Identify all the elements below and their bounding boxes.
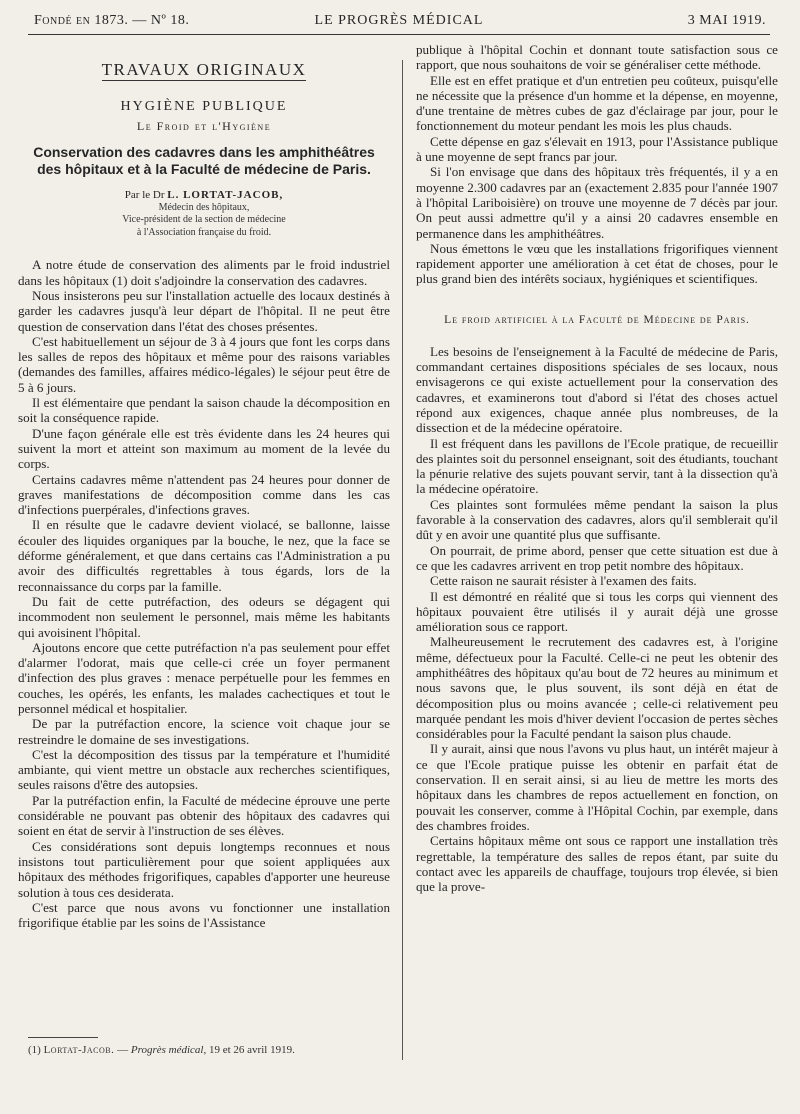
affiliation-line: Médecin des hôpitaux, <box>158 201 250 213</box>
paragraph: Nous émettons le vœu que les installations frigorifiques viennent rapidement apporter une amélioration à cet état de choses, pour le plus grand bien des intérêts sociaux, hygiéniques et scientifiques. <box>416 240 778 287</box>
paragraph: Malheureusement le recrutement des cadavres est, à l'origine même, défectueux pour la Faculté. Celle-ci ne peut les obtenir des amphithéâtres des hôpitaux qu'au bout de 72 heures au minimum et nous savons que, le plus souvent, ils sont déjà en état de décomposition plus ou moins avancée ; celle-ci relativement peu marquée pendant les mois d'hiver devient l'occasion de pertes sèches considérables pour la Faculté pendant la saison plus chaude. <box>416 634 778 742</box>
paragraph: On pourrait, de prime abord, penser que cette situation est due à ce que les cadavres arrivent en trop petit nombre des hôpitaux. <box>416 542 778 573</box>
article-title: Conservation des cadavres dans les amphithéâtres des hôpitaux et à la Faculté de médecine de Paris. <box>33 143 375 177</box>
subrubric: Le Froid et l'Hygiène <box>136 118 272 133</box>
paragraph: Il en résulte que le cadavre devient violacé, se ballonne, laisse écouler des liquides organiques par la bouche, le nez, que la face se déforme généralement, et que dans certains cas l'Administration a pu avoir des difficultés regrettables à tous égards, lors de la reconnaissance du corps par la famille. <box>18 517 390 594</box>
rubric: HYGIÈNE PUBLIQUE <box>120 99 288 115</box>
paragraph: Cette dépense en gaz s'élevait en 1913, pour l'Assistance publique à une moyenne de sept francs par jour. <box>416 133 778 165</box>
paragraph: Certains cadavres même n'attendent pas 24 heures pour donner de graves manifestations de décomposition comme dans les cas d'infections puerpérales, d'infections graves. <box>18 471 390 518</box>
paragraph: Par la putréfaction enfin, la Faculté de médecine éprouve une perte considérable ne pouvant pas obtenir des hôpitaux des cadavres qui soient en état de servir à l'instruction de ses élèves. <box>18 792 390 839</box>
paragraph: Il est élémentaire que pendant la saison chaude la décomposition en soit la conséquence rapide. <box>18 395 390 426</box>
footnote-mark: (1) <box>28 1044 41 1056</box>
paragraph: Cette raison ne saurait résister à l'examen des faits. <box>430 573 697 589</box>
footnote <box>28 1044 295 1056</box>
affiliation-line: Vice-président de la section de médecine <box>122 214 286 226</box>
paragraph: Les besoins de l'enseignement à la Faculté de médecine de Paris, commandant certaines dispositions spéciales de ses locaux, nous envisagerons ce qui existe actuellement pour la conservation des cadavres, et examinerons tout d'abord si l'état des choses actuel répond aux exigences, chaque année plus nombreuses, de la dissection et de la médecine opératoire. <box>416 343 778 436</box>
paragraph: publique à l'hôpital Cochin et donnant toute satisfaction sous ce rapport, que nous souhaitons de voir se généraliser cette méthode. <box>416 42 778 73</box>
paragraph: C'est parce que nous avons vu fonctionner une installation frigorifique établie par les soins de l'Assistance <box>18 899 390 931</box>
paragraph: D'une façon générale elle est très évidente dans les 24 heures qui suivent la mort et atteint son maximum au moment de la levée du corps. <box>18 425 390 472</box>
affiliation-line: à l'Association française du froid. <box>136 226 272 238</box>
paragraph: Il est démontré en réalité que si tous les corps qui viennent des hôpitaux pouvaient être utilisés il y aurait déjà une grosse amélioration sous ce rapport. <box>416 588 778 635</box>
paragraph: Ces considérations sont depuis longtemps reconnues et nous insistons tout particulièrement pour que soient appliquées aux hôpitaux des méthodes frigorifiques, capables d'apporter une heureuse solution à tous ces desiderata. <box>18 838 390 900</box>
paragraph: Il est fréquent dans les pavillons de l'Ecole pratique, de recueillir des plaintes soit du personnel enseignant, soit des étudiants, touchant la pénurie relative des sujets pouvant servir, tant à la dissection qu'à la médecine opératoire. <box>416 435 778 497</box>
column-divider <box>402 60 403 1060</box>
paragraph: Nous insisterons peu sur l'installation actuelle des locaux destinés à garder les cadavres jusqu'à leur départ de l'hôpital. Il ne peut être question de conservation dans l'état des choses présentes. <box>18 287 390 334</box>
header-date: 3 MAI 1919. <box>687 13 766 28</box>
section-title: TRAVAUX ORIGINAUX <box>101 60 307 79</box>
footnote-dates: 19 et 26 avril 1919. <box>208 1044 295 1056</box>
paragraph: C'est la décomposition des tissus par la température et l'humidité ambiante, qui vient mettre un obstacle aux recherches scientifiques, seules raisons d'être des autopsies. <box>18 746 390 793</box>
paragraph: Ajoutons encore que cette putréfaction n'a pas seulement pour effet d'alarmer l'odorat, mais que celle-ci crée un foyer permanent d'infection des plus graves : menace perpétuelle pour les femmes en couches, les opérés, les enfants, les malades cachectiques et tout le personnel médical et hospitalier. <box>18 639 390 716</box>
paragraph: De par la putréfaction encore, la science voit chaque jour se restreindre le domaine de ses investigations. <box>18 716 390 747</box>
paragraph: Il y aurait, ainsi que nous l'avons vu plus haut, un intérêt majeur à ce que l'Ecole pratique puisse les obtenir en parfait état de conservation. Il en serait ainsi, si au lieu de mettre les morts des hôpitaux dans les chambres de repos actuellement en fonction, on pouvait les conserver, comme à l'Hôpital Cochin, par exemple, dans des chambres froides. <box>416 741 778 833</box>
paragraph: Certains hôpitaux même ont sous ce rapport une installation très regrettable, la température des salles de repos étant, par suite du contact avec les appareils de chauffage, toujours trop élevée, si bien que la prove- <box>416 833 778 895</box>
journal-title: LE PROGRÈS MÉDICAL <box>314 13 484 28</box>
paragraph: A notre étude de conservation des aliments par le froid industriel dans les hôpitaux (1) doit s'adjoindre la conservation des cadavres. <box>18 257 390 288</box>
byline <box>18 188 390 202</box>
author-affiliations <box>18 202 390 240</box>
right-column <box>416 42 778 894</box>
subsection-heading: Le froid artificiel à la Faculté de Médecine de Paris. <box>444 313 750 326</box>
paragraph: Elle est en effet pratique et d'un entretien peu coûteux, puisqu'elle ne nécessite que la présence d'un homme et la dépense, en moyenne, d'une trentaine de mètres cubes de gaz d'éclairage par jour, pour le fonctionnement du moteur pendant les mois les plus chauds. <box>416 72 778 134</box>
paragraph: Du fait de cette putréfaction, des odeurs se dégagent qui incommodent non seulement le personnel, mais même les habitants qui avoisinent l'hôpital. <box>18 593 390 640</box>
left-column <box>18 42 390 930</box>
footnote-author: Lortat-Jacob. <box>43 1044 115 1056</box>
header-founded: Fondé en 1873. — Nº 18. <box>34 13 190 28</box>
footnote-rule <box>28 1037 98 1038</box>
footnote-dash: — <box>117 1044 129 1056</box>
author-name: L. LORTAT-JACOB, <box>167 188 284 201</box>
paragraph: C'est habituellement un séjour de 3 à 4 jours que font les corps dans les salles de repos des hôpitaux et même pour des raisons variables (demandes des familles, affaires médico-légales) le séjour peut être de 5 à 6 jours. <box>18 333 390 395</box>
byline-prefix: Par le Dr <box>124 188 165 201</box>
paragraph: Si l'on envisage que dans des hôpitaux très fréquentés, il y a en moyenne 2.300 cadavres par an (exactement 2.835 pour l'année 1907 à l'hôpital Lariboisière) on trouve une moyenne de 7 décès par jour. On peut aussi admettre qu'il y a ainsi 20 cadavres ensemble en permanence dans les amphithéâtres. <box>416 164 778 241</box>
paragraph: Ces plaintes sont formulées même pendant la saison la plus favorable à la conservation des cadavres, alors qu'il semblerait qu'il dût y en avoir une quantité plus que suffisante. <box>416 496 778 543</box>
footnote-journal: Progrès médical, <box>130 1044 207 1056</box>
page-header <box>28 8 770 35</box>
